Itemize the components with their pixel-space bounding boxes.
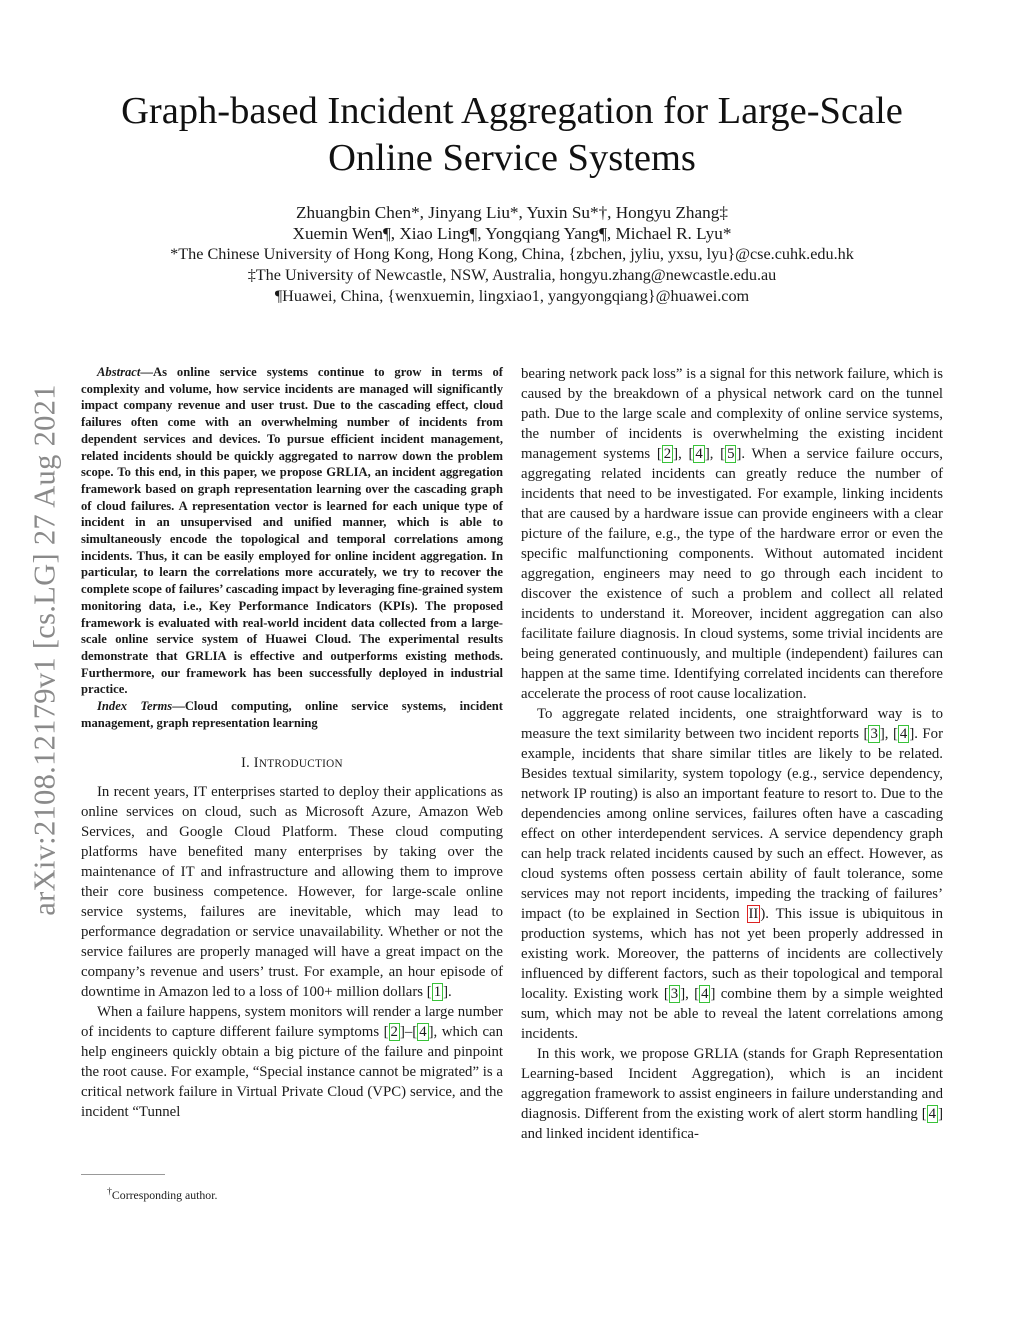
citation-link[interactable]: 4: [899, 726, 908, 742]
section-heading-introduction: [81, 753, 503, 774]
title-line-2: Online Service Systems: [328, 137, 696, 179]
paragraph: To aggregate related incidents, one straightforward way is to measure the text similarity between two incident reports [ 3 ], [ 4 ]. For example, incidents that share similar titles are likely to be related. Besides textual similarity, system topology (e.g., service dependency, network IP routing) is also an important feature to resort to. Due to the dependencies among online services, failures often have a cascading effect on other interdependent services. A service dependency graph can help track related incidents caused by such an effect. However, as cloud systems often possess certain ability of fault tolerance, some services may not report incidents, impeding the tracking of failures’ impact (to be explained in Section II ). This issue is ubiquitous in production systems, which has not yet been properly addressed in existing work. Moreover, the patterns of incidents are collectively influenced by different factors, such as their topological and temporal locality. Existing work [ 3 ], [ 4 ] combine them by a simple weighted sum, which may not be able to reveal the latent correlations among incidents.: [521, 706, 943, 1042]
author-block: [80, 202, 944, 307]
index-terms: [81, 698, 503, 731]
citation-link[interactable]: 4: [928, 1106, 937, 1122]
affiliation-line: ¶Huawei, China, {wenxuemin, lingxiao1, yangyongqiang}@huawei.com: [274, 287, 750, 305]
index-terms-label: Index Terms: [97, 699, 173, 714]
paragraph: In this work, we propose GRLIA (stands for Graph Representation Learning-based Incident Aggregation), which is an incident aggregation framework to assist engineers in failure understanding and diagnosis. Different from the existing work of alert storm handling [ 4 ] and linked incident identifica-: [521, 1046, 943, 1142]
abstract-text: —As online service systems continue to grow in terms of complexity and volume, how service incidents are managed will significantly impact company revenue and user trust. Due to the cascading effect, cloud failures often come with an overwhelming number of incidents from dependent services and devices. To pursue efficient incident management, related incidents should be quickly aggregated to narrow down the problem scope. To this end, in this paper, we propose GRLIA, an incident aggregation framework based on graph representation learning over the cascading graph of cloud failures. A representation vector is learned for each unique type of incident in an unsupervised and unified manner, which is able to simultaneously encode the topological and temporal correlations among incidents. Thus, it can be easily employed for online incident aggregation. In particular, to learn the correlations more accurately, we try to recover the complete scope of failures’ cascading impact by leveraging fine-grained system monitoring data, i.e., Key Performance Indicators (KPIs). The proposed framework is evaluated with real-world incident data collected from a large-scale online service system of Huawei Cloud. The experimental results demonstrate that GRLIA is effective and outperforms existing methods. Furthermore, our framework has been successfully deployed in industrial practice.: [81, 365, 503, 697]
arxiv-sidebar: [27, 350, 62, 950]
paragraph: In recent years, IT enterprises started to deploy their applications as online services on cloud, such as Microsoft Azure, Amazon Web Services, and Google Cloud Platform. These cloud computing platforms have benefited many enterprises by taking over the maintenance of IT and infrastructure and allowing them to improve their core business competence. However, for large-scale online service systems, failures are inevitable, which may lead to performance degradation or service unavailability. Whether or not the service failures are properly managed will have a great impact on the company’s revenue and users’ trust. For example, an hour episode of downtime in Amazon led to a loss of 100+ million dollars [ 1 ].: [81, 784, 503, 1001]
citation-link[interactable]: 5: [727, 446, 735, 462]
right-column: [521, 364, 943, 1144]
citation-link[interactable]: 4: [701, 986, 709, 1002]
section-link[interactable]: II: [748, 906, 759, 922]
citation-link[interactable]: 4: [695, 446, 703, 462]
paragraph: bearing network pack loss” is a signal for this network failure, which is caused by the breakdown of a physical network card on the tunnel path. Due to the large scale and complexity of online service systems, the number of incidents is overwhelming the existing incident management systems [ 2 ], [ 4 ], [ 5 ]. When a service failure occurs, aggregating related incidents can greatly reduce the number of incidents that need to be investigated. For example, linking incidents that are caused by a hardware issue can provide engineers with a clear picture of the failure, e.g., the type of the hardware error or even the specific malfunctioning components. Without automated incident aggregation, engineers may need to go through each incident to discover the existence of such a problem and collect all related incidents to understand it. Moreover, incident aggregation can also facilitate failure diagnosis. In cloud systems, some trivial incidents are being generated continuously, and multiple (independent) failures can happen at the same time. Identifying correlated incidents can therefore accelerate the process of root cause localization.: [521, 366, 944, 702]
arxiv-identifier: arXiv:2108.12179v1 [cs.LG] 27 Aug 2021: [27, 384, 62, 916]
author-line: Xuemin Wen¶, Xiao Ling¶, Yongqiang Yang¶, Michael R. Lyu*: [292, 224, 732, 243]
footnote-rule: [81, 1174, 165, 1175]
paragraph: When a failure happens, system monitors will render a large number of incidents to capture different failure symptoms [ 2 ]–[ 4 ], which can help engineers quickly obtain a big picture of the failure and pinpoint the root cause. For example, “Special instance cannot be migrated” is a critical network failure in Virtual Private Cloud (VPC) service, and the incident “Tunnel: [81, 1004, 503, 1121]
author-line: Zhuangbin Chen*, Jinyang Liu*, Yuxin Su*†, Hongyu Zhang‡: [296, 203, 728, 222]
footnote: [81, 1184, 503, 1203]
paper-title: [80, 88, 944, 182]
citation-link[interactable]: 4: [419, 1024, 427, 1041]
section-number: I.: [241, 755, 250, 772]
abstract-label: Abstract: [97, 365, 141, 379]
citation-link[interactable]: 3: [670, 986, 679, 1002]
section-first-letter: I: [253, 755, 259, 772]
citation-link[interactable]: 2: [663, 446, 672, 462]
affiliation-line: *The Chinese University of Hong Kong, Hong Kong, China, {zbchen, jyliu, yxsu, lyu}@cse.cuhk.edu.hk: [170, 245, 854, 263]
index-terms-text: —Cloud computing, online service systems, incident management, graph representation learning: [81, 699, 503, 730]
title-line-1: Graph-based Incident Aggregation for Large-Scale: [121, 90, 903, 132]
section-rest: NTRODUCTION: [258, 758, 343, 771]
citation-link[interactable]: 2: [390, 1024, 398, 1041]
left-column: [81, 364, 503, 1122]
citation-link[interactable]: 3: [870, 726, 878, 742]
citation-link[interactable]: 1: [433, 984, 442, 1001]
footnote-mark: †: [107, 1186, 112, 1197]
affiliation-line: ‡The University of Newcastle, NSW, Australia, hongyu.zhang@newcastle.edu.au: [247, 266, 777, 284]
footnote-text: †Corresponding author.: [107, 1186, 218, 1202]
abstract: [81, 364, 503, 698]
